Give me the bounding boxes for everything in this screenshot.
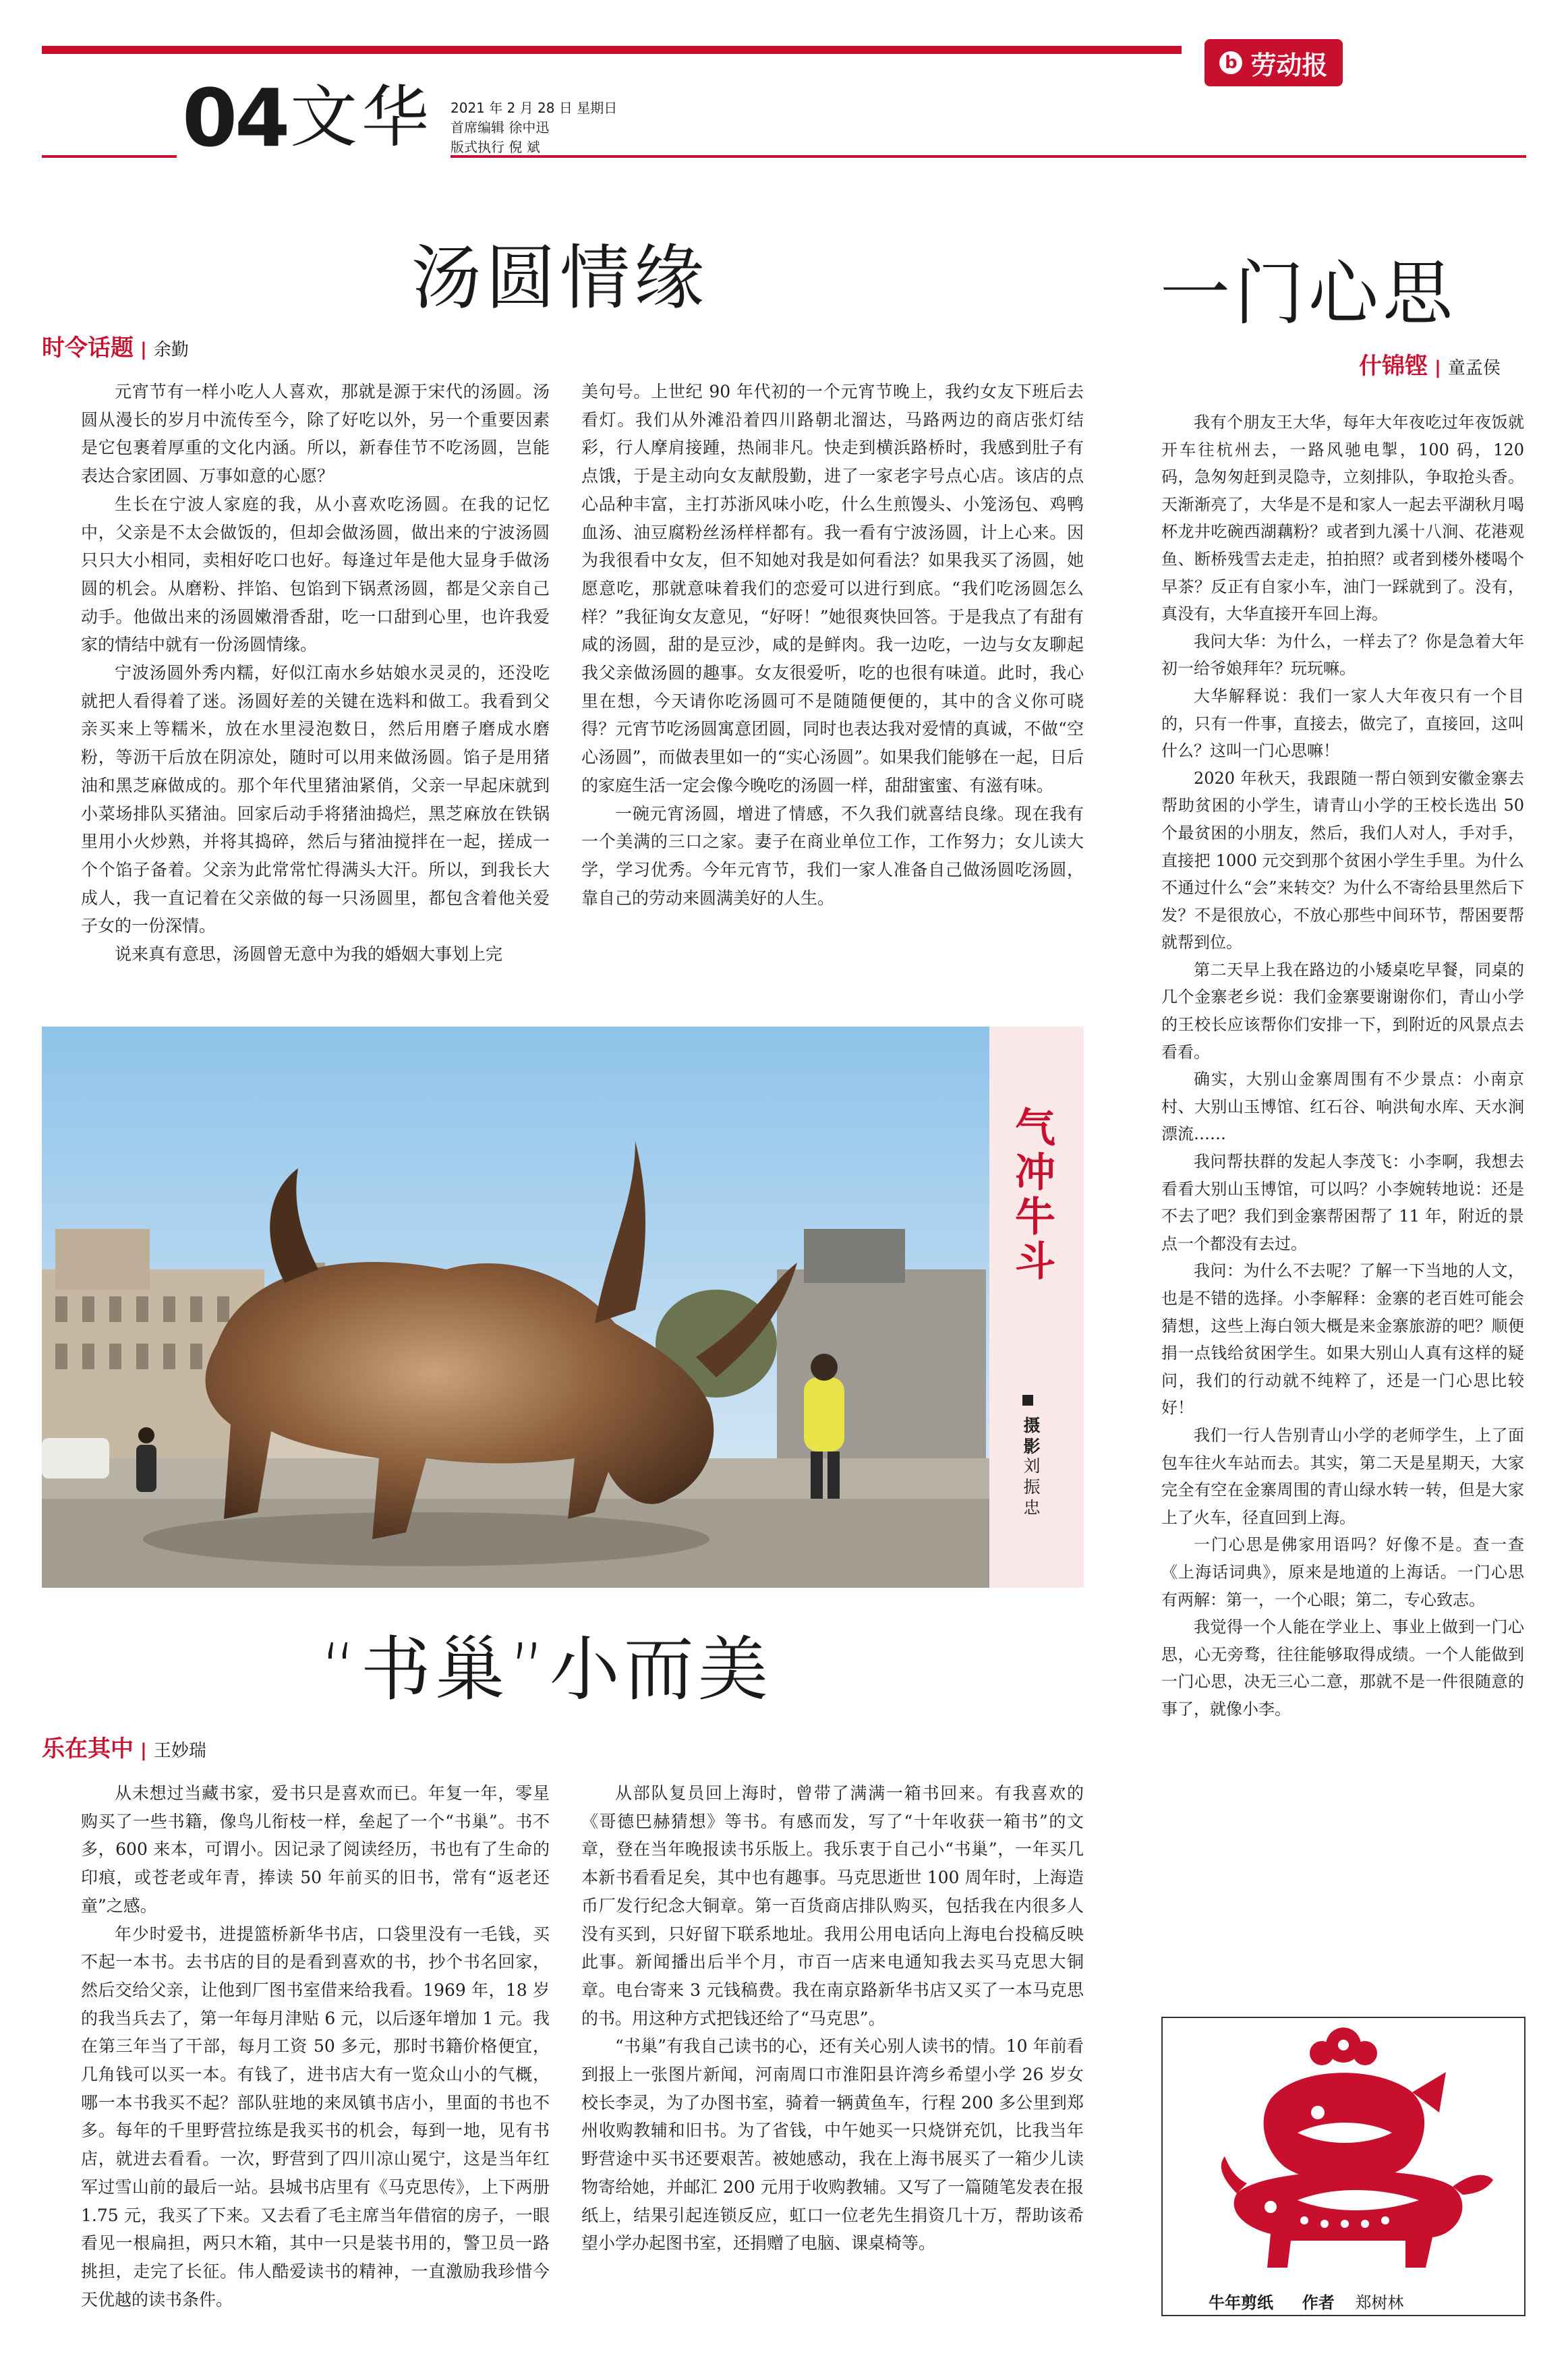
paragraph: 美句号。上世纪 90 年代初的一个元宵节晚上，我约女友下班后去看灯。我们从外滩沿着四川路朝北溜达，马路两边的商店张灯结彩，行人摩肩接踵，热闹非凡。快走到横浜路桥时，我感到肚子有点饿，于是主动向女友献殷勤，进了一家老字号点心店。该店的点心品种丰富，主打苏浙风味小吃，什么生煎馒头、小笼汤包、鸡鸭血汤、油豆腐粉丝汤样样都有。我一看有宁波汤圆，计上心来。因为我很看中女友，但不知她对我是如何看法？如果我买了汤圆，她愿意吃，那就意味着我们的恋爱可以进行到底。“我们吃汤圆怎么样？”我征询女友意见，“好呀！”她很爽快回答。于是我点了有甜有咸的汤圆，甜的是豆沙，咸的是鲜肉。我一边吃，一边与女友聊起我父亲做汤圆的趣事。女友很爱听，吃的也很有味道。此时，我心里在想，今天请你吃汤圆可不是随随便便的，其中的含义你可晓得？元宵节吃汤圆寓意团圆，同时也表达我对爱情的真诚，不做“空心汤圆”，而做表里如一的“实心汤圆”。如果我们能够在一起，日后的家庭生活一定会像今晚吃的汤圆一样，甜甜蜜蜜、有滋有味。 [581, 382, 1084, 795]
article-column [81, 1779, 550, 2314]
paragraph: 确实，大别山金寨周围有不少景点：小南京村、大别山玉博馆、红石谷、响洪甸水库、天水涧漂流…… [1161, 1070, 1524, 1144]
paragraph: 大华解释说：我们一家人大年夜只有一个目的，只有一件事，直接去，做完了，直接回，这叫什么？这叫一门心思嘛！ [1161, 686, 1524, 761]
paragraph: 宁波汤圆外秀内糯，好似江南水乡姑娘水灵灵的，还没吃就把人看得着了迷。汤圆好差的关键在选料和做工。我看到父亲买来上等糯米，放在水里浸泡数日，然后用磨子磨成水磨粉，等沥干后放在阴凉处，随时可以用来做汤圆。馅子是用猪油和黑芝麻做成的。那个年代里猪油紧俏，父亲一早起床就到小菜场排队买猪油。回家后动手将猪油捣烂，黑芝麻放在铁锅里用小火炒熟，并将其捣碎，然后与猪油搅拌在一起，搓成一个个馅子备着。父亲为此常常忙得满头大汗。所以，到我长大成人，我一直记着在父亲做的每一只汤圆里，都包含着他关爱子女的一份深情。 [81, 663, 550, 936]
byline-yimen [1359, 347, 1501, 380]
author-name: 余勤 [153, 340, 189, 360]
top-red-rule [42, 46, 1182, 54]
paragraph: 一门心思是佛家用语吗？好像不是。查一查《上海话词典》，原来是地道的上海话。一门心思有两解：第一，一个心眼；第二，专心致志。 [1161, 1535, 1524, 1609]
headline-shuchao: “书巢”小而美 [320, 1628, 772, 1711]
bull-photo [42, 1027, 989, 1588]
masthead-left-rule [42, 155, 177, 158]
author-name: 童孟侯 [1447, 358, 1501, 378]
article-column [1161, 409, 1524, 1723]
bull-statue-image [42, 1027, 989, 1588]
column-tag: 什锦铿 [1359, 353, 1428, 380]
paragraph: 我问大华：为什么，一样去了？你是急着大年初一给爷娘拜年？玩玩嘛。 [1161, 631, 1524, 679]
byline-divider: | [1434, 357, 1441, 378]
paragraph: 年少时爱书，进提篮桥新华书店，口袋里没有一毛钱，买不起一本书。去书店的目的是看到喜欢的书，抄个书名回家，然后交给父亲，让他到厂图书室借来给我看。1969 年，18 岁的我当兵去了，第一年每月津贴 6 元，以后逐年增加 1 元。我在第三年当了干部，每月工资 50 多元，那时书籍价格便宜，几角钱可以买一本。有钱了，进书店大有一览众山小的气概，哪一本书我买不起？部队驻地的来凤镇书店小，里面的书也不多。每年的千里野营拉练是我买书的机会，每到一地，见有书店，就进去看看。一次，野营到了四川凉山冕宁，这是当年红军过雪山前的最后一站。县城书店里有《马克思传》，上下两册 1.75 元，我买了下来。又去看了毛主席当年借宿的房子，一眼看见一根扁担，两只木箱，其中一只是装书用的，警卫员一路挑担，走完了长征。伟人酷爱读书的精神，一直激励我珍惜今天优越的读书条件。 [81, 1924, 550, 2309]
paragraph: 我问帮扶群的发起人李茂飞：小李啊，我想去看看大别山玉博馆，可以吗？小李婉转地说：还是不去了吧？我们到金寨帮困帮了 11 年，附近的景点一个都没有去过。 [1161, 1152, 1524, 1253]
credit-square-icon [1022, 1395, 1033, 1406]
photo-title: 气冲牛斗 [1008, 1106, 1055, 1284]
logo-mark-icon: b [1219, 51, 1242, 74]
article-column [581, 378, 1084, 912]
byline-tangyuan [42, 329, 189, 362]
paragraph: 从未想过当藏书家，爱书只是喜欢而已。年复一年，零星购买了一些书籍，像鸟儿衔枝一样，垒起了一个“书巢”。书不多，600 来本，可谓小。因记录了阅读经历，书也有了生命的印痕，或苍老或年青，捧读 50 年前买的旧书，常有“返老还童”之感。 [81, 1783, 550, 1916]
layout-editor: 版式执行 倪 斌 [451, 139, 540, 155]
papercut-caption [1209, 2289, 1403, 2313]
author-name: 王妙瑞 [153, 1741, 206, 1761]
masthead-right-rule [451, 155, 1526, 158]
issue-meta [451, 98, 617, 157]
article-column [581, 1779, 1084, 2258]
issue-date: 2021 年 2 月 28 日 星期日 [451, 100, 618, 116]
papercut-author: 郑树林 [1355, 2293, 1404, 2312]
ox-papercut-image [1163, 2018, 1524, 2281]
paragraph: 从部队复员回上海时，曾带了满满一箱书回来。有我喜欢的《哥德巴赫猜想》等书。有感而发，写了“十年收获一箱书”的文章，登在当年晚报读书乐版上。我乐衷于自己小“书巢”，一年买几本新书看看足矣，其中也有趣事。马克思逝世 100 周年时，上海造币厂发行纪念大铜章。第一百货商店排队购买，包括我在内很多人没有买到，只好留下联系地址。我用公用电话向上海电台投稿反映此事。新闻播出后半个月，市百一店来电通知我去买马克思大铜章。电台寄来 3 元钱稿费。我在南京路新华书店又买了一本马克思的书。用这种方式把钱还给了“马克思”。 [581, 1783, 1084, 2028]
logo-text: 劳动报 [1250, 50, 1328, 80]
paragraph: 2020 年秋天，我跟随一帮白领到安徽金寨去帮助贫困的小学生，请青山小学的王校长选出 50 个最贫困的小朋友，然后，我们人对人，手对手，直接把 1000 元交到那个贫困小学生手里。为什么不通过什么“会”来转交？为什么不寄给县里然后下发？不是很放心，不放心那些中间环节，帮困要帮就帮到位。 [1161, 768, 1524, 952]
photo-credit [1018, 1416, 1043, 1458]
paragraph: 第二天早上我在路边的小矮桌吃早餐，同桌的几个金寨老乡说：我们金寨要谢谢你们，青山小学的王校长应该帮你们安排一下，到附近的风景点去看看。 [1161, 960, 1524, 1062]
headline-tangyuan: 汤圆情缘 [411, 237, 709, 319]
newspaper-logo [1204, 39, 1343, 86]
paragraph: 生长在宁波人家庭的我，从小喜欢吃汤圆。在我的记忆中，父亲是不太会做饭的，但却会做汤圆，做出来的宁波汤圆只只大小相同，卖相好吃口也好。每逢过年是他大显身手做汤圆的机会。从磨粉、拌馅、包馅到下锅煮汤圆，都是父亲自己动手。他做出来的汤圆嫩滑香甜，吃一口甜到心里，也许我爱家的情结中就有一份汤圆情缘。 [81, 494, 550, 655]
byline-divider: | [140, 1740, 147, 1761]
paragraph: 元宵节有一样小吃人人喜欢，那就是源于宋代的汤圆。汤圆从漫长的岁月中流传至今，除了好吃以外，另一个重要因素是它包裹着厚重的文化内涵。所以，新春佳节不吃汤圆，岂能表达合家团圆、万事如意的心愿？ [81, 382, 550, 486]
chief-editor: 首席编辑 徐中迅 [451, 119, 550, 136]
paragraph: 说来真有意思，汤圆曾无意中为我的婚姻大事划上完 [115, 944, 503, 965]
article-column [81, 378, 550, 969]
page-number: 04 [182, 71, 288, 165]
byline-divider: | [140, 339, 147, 360]
paragraph: 我有个朋友王大华，每年大年夜吃过年夜饭就开车往杭州去，一路风驰电掣，100 码，120 码，急匆匆赶到灵隐寺，立刻排队，争取抢头香。天渐渐亮了，大华是不是和家人一起去平湖秋月喝杯龙井吃碗西湖藕粉？或者到九溪十八涧、花港观鱼、断桥残雪去走走，拍拍照？或者到楼外楼喝个早茶？反正有自家小车，油门一踩就到了。没有，真没有，大华直接开车回上海。 [1161, 413, 1524, 624]
column-tag: 时令话题 [42, 335, 134, 362]
paragraph: 我们一行人告别青山小学的老师学生，上了面包车往火车站而去。其实，第二天是星期天，大家完全有空在金寨周围的青山绿水转一转，但是大家上了火车，径直回到上海。 [1161, 1425, 1524, 1527]
paragraph: 我觉得一个人能在学业上、事业上做到一门心思，心无旁骛，往往能够取得成绩。一个人能做到一门心思，决无三心二意，那就不是一件很随意的事了，就像小李。 [1161, 1617, 1524, 1719]
byline-shuchao [42, 1730, 206, 1763]
photo-credit-name: 刘振忠 [1021, 1457, 1041, 1520]
paragraph: 我问：为什么不去呢？了解一下当地的人文，也是不错的选择。小李解释：金寨的老百姓可能会猜想，这些上海白领大概是来金寨旅游的吧？顺便捐一点钱给贫困学生。如果大别山人真有这样的疑问，我们的行动就不纯粹了，还是一门心思比较好！ [1161, 1261, 1524, 1418]
papercut-title: 牛年剪纸 [1209, 2293, 1273, 2312]
column-tag: 乐在其中 [42, 1735, 134, 1762]
paragraph: “书巢”有我自己读书的心，还有关心别人读书的情。10 年前看到报上一张图片新闻，河南周口市淮阳县许湾乡希望小学 26 岁女校长李灵，为了办图书室，骑着一辆黄鱼车，行程 200 多公里到郑州收购教辅和旧书。为了省钱，中午她买一只烧饼充饥，比我当年野营途中买书还要艰苦。被她感动，我在上海书展买了一箱少儿读物寄给她，并邮汇 200 元用于收购教辅。又写了一篇随笔发表在报纸上，结果引起连锁反应，虹口一位老先生捐资几十万，帮助该希望小学办起图书室，还捐赠了电脑、课桌椅等。 [581, 2036, 1084, 2253]
credit-label: 摄影 [1021, 1416, 1041, 1458]
headline-yimen: 一门心思 [1160, 252, 1457, 335]
paragraph: 一碗元宵汤圆，增进了情感，不久我们就喜结良缘。现在我有一个美满的三口之家。妻子在商业单位工作，工作努力；女儿读大学，学习优秀。今年元宵节，我们一家人准备自己做汤圆吃汤圆，靠自己的劳动来圆满美好的人生。 [581, 803, 1084, 908]
papercut-author-label: 作者 [1302, 2293, 1335, 2312]
section-name: 文华 [290, 78, 433, 156]
papercut-box [1161, 2017, 1526, 2316]
